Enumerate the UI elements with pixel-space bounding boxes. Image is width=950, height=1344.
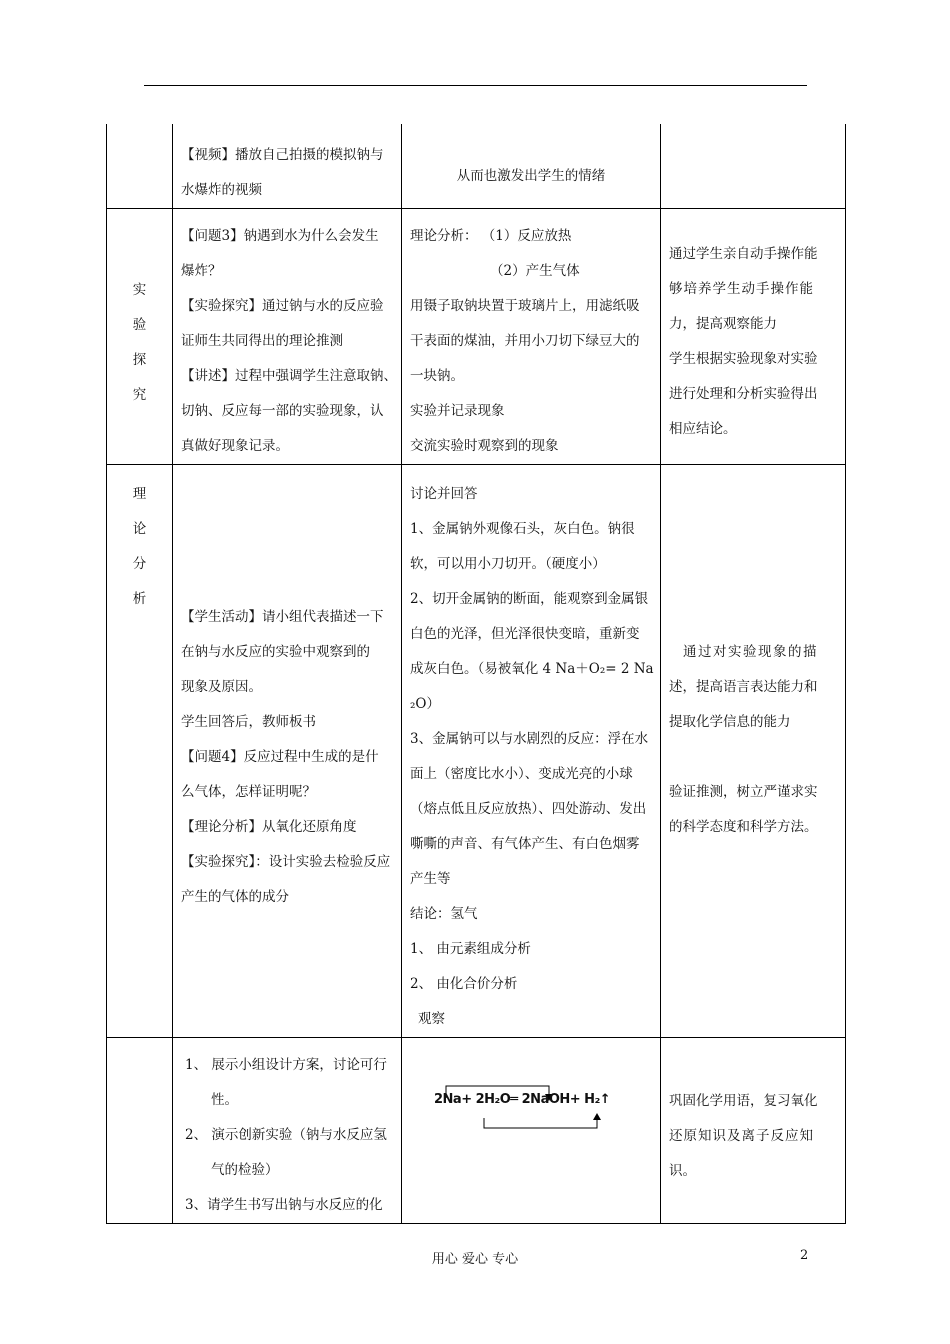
text-line: 1、 展示小组设计方案，讨论可行 <box>185 1057 387 1073</box>
text-line: 证师生共同得出的理论推测 <box>181 333 343 349</box>
student-activity-cell <box>402 465 661 1038</box>
text-line: 相应结论。 <box>669 421 737 437</box>
text-line: 【实验探究】通过钠与水的反应验 <box>181 298 384 314</box>
text-line: 成灰白色。（易被氧化 4 Na＋O₂= 2 Na <box>410 661 654 677</box>
footer-motto: 用心 爱心 专心 <box>431 1252 519 1267</box>
text-line: 进行处理和分析实验得出 <box>669 386 818 402</box>
text-line: 巩固化学用语，复习氧化 <box>669 1093 818 1109</box>
text-line: 1、 由元素组成分析 <box>410 941 531 957</box>
text-line: 通过学生亲自动手操作能 <box>669 246 818 262</box>
text-line: （熔点低且反应放热）、四处游动、发出 <box>410 801 647 817</box>
text-line: 结论：氢气 <box>410 906 478 922</box>
text-line: 现象及原因。 <box>181 679 262 695</box>
design-intent-cell <box>661 209 846 465</box>
text-line: 的科学态度和科学方法。 <box>669 819 818 835</box>
stage-char: 论 <box>132 521 147 537</box>
stage-char: 验 <box>132 317 147 333</box>
text-line: 真做好现象记录。 <box>181 438 289 454</box>
text-line: ₂O） <box>410 696 440 712</box>
text-line: 【学生活动】请小组代表描述一下 <box>181 609 384 625</box>
text-line: 爆炸？ <box>181 263 222 279</box>
student-activity-cell <box>402 209 661 465</box>
text-line: 述，提高语言表达能力和 <box>669 679 818 695</box>
stage-char: 探 <box>132 352 147 368</box>
text-line: 水爆炸的视频 <box>181 182 262 198</box>
lesson-plan-table <box>106 124 846 1224</box>
text-line: 嘶嘶的声音、有气体产生、有白色烟雾 <box>410 836 640 852</box>
student-activity-cell <box>402 1038 661 1224</box>
text-line: 2、 由化合价分析 <box>410 976 518 992</box>
text-line: 讨论并回答 <box>410 486 478 502</box>
text-line: 产生的气体的成分 <box>181 889 289 905</box>
text-line: （2）产生气体 <box>490 263 580 279</box>
text-line: 1、金属钠外观像石头，灰白色。钠很 <box>410 521 635 537</box>
text-line: 么气体，怎样证明呢？ <box>181 784 316 800</box>
text-line: 通过对实验现象的描 <box>683 644 818 660</box>
design-intent-cell-empty <box>661 124 846 209</box>
design-intent-cell <box>661 465 846 1038</box>
text-line: 力，提高观察能力 <box>669 316 777 332</box>
spacer-line <box>669 740 837 775</box>
design-intent-cell <box>661 1038 846 1224</box>
text-line: 【实验探究】：设计实验去检验反应 <box>181 854 391 870</box>
text-line: 2、 演示创新实验（钠与水反应氢 <box>185 1127 387 1143</box>
text-line: 验证推测，树立严谨求实 <box>669 784 818 800</box>
stage-char: 析 <box>132 591 147 607</box>
text-line: 还原知识及离子反应知 <box>669 1128 814 1144</box>
text-line: 产生等 <box>410 871 451 887</box>
text-line: 从而也激发出学生的情绪 <box>456 167 606 184</box>
stage-char: 实 <box>132 282 147 298</box>
text-line: 理论分析： （1）反应放热 <box>410 228 572 244</box>
stage-cell-empty <box>107 1038 173 1224</box>
text-line: 用镊子取钠块置于玻璃片上，用滤纸吸 <box>410 298 640 314</box>
text-line: 在钠与水反应的实验中观察到的 <box>181 644 370 660</box>
text-line: 够培养学生动手操作能 <box>669 281 814 297</box>
stage-cell-empty <box>107 124 173 209</box>
text-line: 【问题3】钠遇到水为什么会发生 <box>181 228 379 244</box>
teacher-activity-cell <box>173 209 402 465</box>
text-line: 切钠、反应每一部的实验现象，认 <box>181 403 384 419</box>
text-line: 实验并记录现象 <box>410 403 505 419</box>
header-rule <box>144 85 807 86</box>
stage-char: 分 <box>132 556 147 572</box>
stage-char: 究 <box>132 387 147 403</box>
teacher-activity-cell <box>173 1038 402 1224</box>
text-line: 观察 <box>418 1011 445 1027</box>
text-line: 【视频】播放自己拍摄的模拟钠与 <box>181 147 384 163</box>
text-line: 性。 <box>211 1092 238 1108</box>
text-line: 【理论分析】从氧化还原角度 <box>181 819 357 835</box>
electron-transfer-equation <box>434 1066 654 1136</box>
teacher-activity-cell <box>173 465 402 1038</box>
stage-char: 理 <box>132 486 147 502</box>
stage-label-theory <box>107 465 173 1038</box>
page-number: 2 <box>800 1248 809 1263</box>
teacher-activity-cell <box>173 124 402 209</box>
text-line: 交流实验时观察到的现象 <box>410 438 559 454</box>
text-line: 学生根据实验现象对实验 <box>669 351 818 367</box>
table-row-theory <box>107 465 846 1038</box>
text-line: 【问题4】反应过程中生成的是什 <box>181 749 379 765</box>
table-row-experiment <box>107 209 846 465</box>
text-line: 【讲述】过程中强调学生注意取钠、 <box>181 368 397 384</box>
text-line: 识。 <box>669 1163 696 1179</box>
text-line: 气的检验） <box>211 1162 279 1178</box>
text-line: 3、金属钠可以与水剧烈的反应：浮在水 <box>410 731 649 747</box>
table-row-video <box>107 124 846 209</box>
equation-text: 2Na+ 2H₂O═ 2NaOH+ H₂↑ <box>434 1092 611 1107</box>
stage-label-experiment <box>107 209 173 465</box>
text-line: 2、切开金属钠的断面，能观察到金属银 <box>410 591 649 607</box>
text-line: 提取化学信息的能力 <box>669 714 791 730</box>
table-row-demo <box>107 1038 846 1224</box>
text-line: 软，可以用小刀切开。（硬度小） <box>410 556 606 572</box>
student-activity-cell <box>402 124 661 209</box>
text-line: 白色的光泽，但光泽很快变暗，重新变 <box>410 626 640 642</box>
text-line: 3、请学生书写出钠与水反应的化 <box>185 1197 383 1213</box>
text-line: 干表面的煤油，并用小刀切下绿豆大的 <box>410 333 640 349</box>
text-line: 一块钠。 <box>410 368 464 384</box>
text-line: 面上（密度比水小）、变成光亮的小球 <box>410 766 633 782</box>
text-line: 学生回答后，教师板书 <box>181 714 316 730</box>
